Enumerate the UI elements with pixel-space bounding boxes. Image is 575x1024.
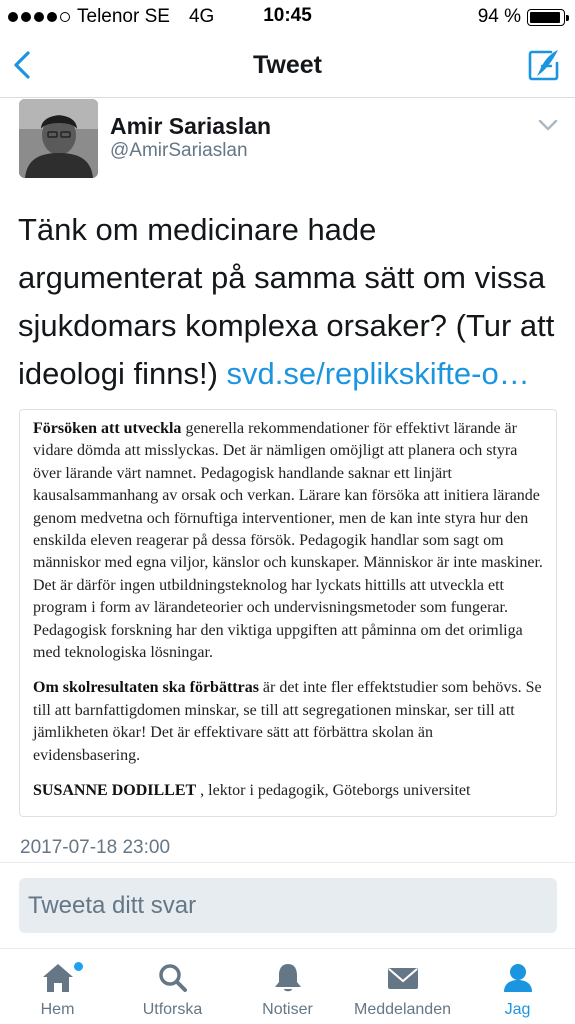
home-icon [40, 961, 76, 995]
tweet-text [18, 206, 563, 398]
paragraph-body: är det inte fler effektstudier som behövs. Se till att barnfattigdomen minskar, se till att segregationen minskar, ser till att jämlikheten ökar! Det är effektivare sätt att förbättra skolan än evidensbasering. [33, 679, 542, 764]
tweet-image[interactable] [19, 409, 557, 817]
article-signature [33, 780, 544, 802]
paragraph-lead: Försöken att utveckla [33, 420, 182, 437]
author-handle[interactable]: @AmirSariaslan [110, 140, 248, 161]
network-type: 4G [188, 6, 215, 27]
tab-explore[interactable] [115, 949, 230, 1024]
article-paragraph [33, 418, 544, 664]
paragraph-lead: Om skolresultaten ska förbättras [33, 679, 259, 697]
tab-home[interactable] [0, 949, 115, 1024]
carrier-name: Telenor SE [77, 6, 170, 27]
bell-icon [270, 961, 306, 995]
tab-bar [0, 948, 575, 1024]
envelope-icon [385, 961, 421, 995]
article-paragraph [33, 677, 544, 767]
battery-fill [530, 12, 560, 23]
status-bar [0, 0, 575, 34]
chevron-down-icon [537, 117, 559, 133]
tab-profile[interactable] [460, 949, 575, 1024]
tab-label: Hem [40, 1001, 75, 1018]
signature-title: , lektor i pedagogik, Göteborgs universitet [196, 782, 471, 800]
notification-dot [74, 962, 83, 971]
tab-label: Notiser [262, 1001, 313, 1018]
tab-label: Meddelanden [354, 1001, 451, 1018]
paragraph-body: generella rekommendationer för effektivt lärande är vidare dömda att misslyckas. Det är nämligen omöjligt att planera och styra över lärande värt namnet. Pedagogisk handlande saknar ett linjärt kausalsammanhang av orsak och verkan. Lärare kan försöka att initiera lärande genom medvetna och förnuftiga interventioner, men de kan inte styra hur den enskilda eleven reagerar på dessa försök. Pedagogik handlar som sagt om människor med egna viljor, känslor och kunskaper. Människor är inte maskiner. Det är därför ingen utbildningsteknolog har lyckats hittills att utveckla ett program i form av lärandeteorier och undervisningsmetoder som fungerar. Pedagogisk forskning har den viktiga uppgiften att påminna om det orimliga med teknologiska lösningar. [33, 420, 543, 662]
tweet-link[interactable]: svd.se/replikskifte-o… [226, 356, 530, 391]
tweet-timestamp: 2017-07-18 23:00 [20, 837, 171, 858]
compose-tweet-button[interactable] [525, 46, 563, 84]
compose-tweet-icon [525, 46, 563, 84]
author-name[interactable]: Amir Sariaslan [110, 113, 272, 139]
tweet-body: Tänk om medicinare hade argumenterat på samma sätt om vissa sjukdomars komplexa orsaker? (Tur att ideologi finns!) [18, 212, 555, 391]
page-title: Tweet [253, 51, 322, 79]
avatar-photo [19, 99, 98, 178]
tab-messages[interactable] [345, 949, 460, 1024]
status-right [478, 6, 565, 28]
reply-input[interactable]: Tweeta ditt svar [19, 878, 557, 933]
search-icon [155, 961, 191, 995]
battery-percent: 94 % [477, 6, 521, 27]
tweet-options-button[interactable] [537, 117, 559, 133]
signature-name: SUSANNE DODILLET [33, 782, 197, 800]
nav-bar [0, 34, 575, 98]
divider [0, 862, 575, 863]
battery-icon [527, 9, 565, 26]
tab-label: Utforska [142, 1001, 203, 1018]
tab-notifications[interactable] [230, 949, 345, 1024]
avatar[interactable] [19, 99, 98, 178]
profile-icon [500, 961, 536, 995]
tab-label: Jag [504, 1001, 531, 1018]
clock: 10:45 [263, 5, 312, 26]
